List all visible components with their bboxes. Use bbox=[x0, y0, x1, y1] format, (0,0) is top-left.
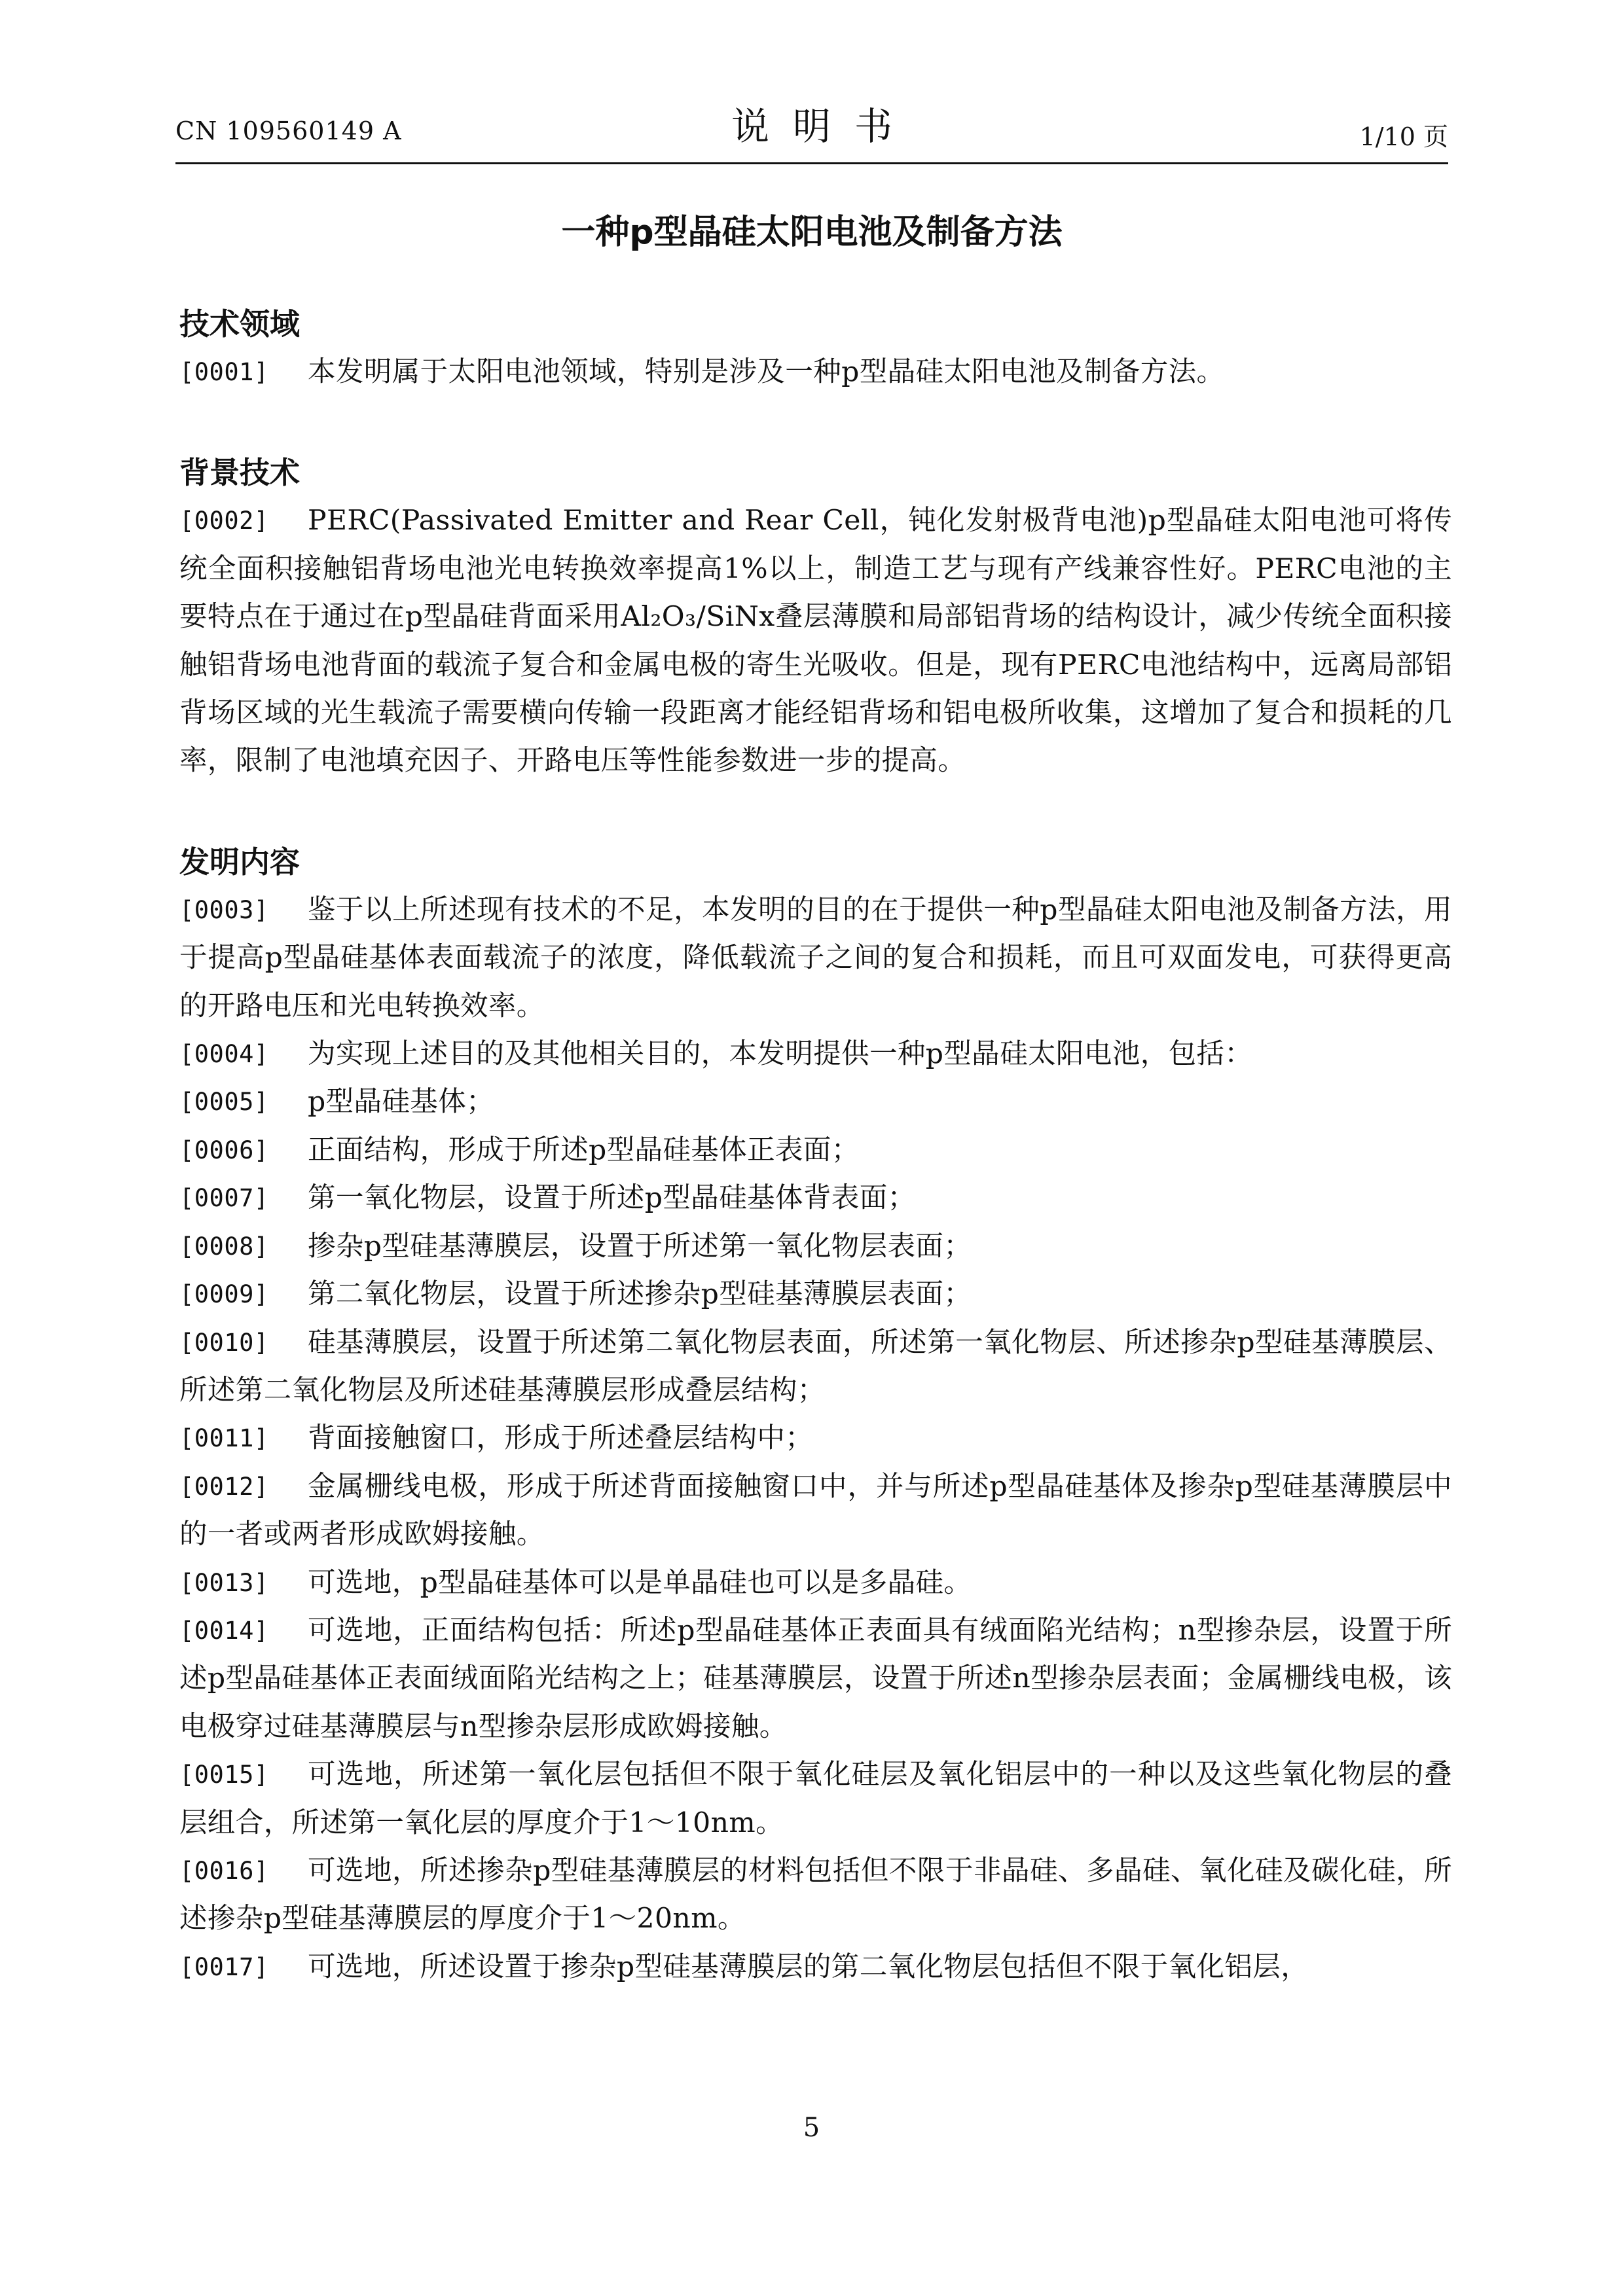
paragraph bbox=[179, 348, 1452, 396]
invention-title: 一种p型晶硅太阳电池及制备方法 bbox=[561, 213, 1063, 252]
paragraph bbox=[179, 1943, 1452, 1991]
paragraph bbox=[179, 1126, 1452, 1174]
paragraph bbox=[179, 1319, 1452, 1415]
paragraph-text: 可选地，所述设置于掺杂p型硅基薄膜层的第二氧化物层包括但不限于氧化铝层， bbox=[308, 1950, 1309, 1983]
paragraph bbox=[179, 1607, 1452, 1751]
paragraph bbox=[179, 1078, 1452, 1126]
section-background-art bbox=[179, 448, 1452, 785]
paragraph-number: [0006] bbox=[179, 1136, 269, 1164]
paragraph bbox=[179, 1223, 1452, 1270]
paragraph-number: [0007] bbox=[179, 1184, 269, 1213]
paragraph bbox=[179, 1174, 1452, 1222]
paragraph-number: [0008] bbox=[179, 1232, 269, 1261]
paragraph-text: 背面接触窗口，形成于所述叠层结构中； bbox=[308, 1422, 814, 1455]
paragraph-text: 正面结构，形成于所述p型晶硅基体正表面； bbox=[308, 1134, 860, 1166]
paragraph-number: [0009] bbox=[179, 1280, 269, 1309]
paragraph-number: [0016] bbox=[179, 1856, 269, 1885]
paragraph-text: 鉴于以上所述现有技术的不足，本发明的目的在于提供一种p型晶硅太阳电池及制备方法，用于提高p型晶硅基体表面载流子的浓度，降低载流子之间的复合和损耗，而且可双面发电，可获得更高的开路电压和光电转换效率。 bbox=[179, 893, 1452, 1022]
paragraph-text: 金属栅线电极，形成于所述背面接触窗口中，并与所述p型晶硅基体及掺杂p型硅基薄膜层中的一者或两者形成欧姆接触。 bbox=[179, 1470, 1452, 1551]
section-summary bbox=[179, 838, 1452, 1991]
paragraph-number: [0015] bbox=[179, 1761, 269, 1789]
paragraph-text: 可选地，正面结构包括：所述p型晶硅基体正表面具有绒面陷光结构；n型掺杂层，设置于所述p型晶硅基体正表面绒面陷光结构之上；硅基薄膜层，设置于所述n型掺杂层表面；金属栅线电极，该电极穿过硅基薄膜层与n型掺杂层形成欧姆接触。 bbox=[179, 1614, 1452, 1743]
paragraph-number: [0014] bbox=[179, 1616, 269, 1645]
paragraph bbox=[179, 1463, 1452, 1559]
paragraph-text: 掺杂p型硅基薄膜层，设置于所述第一氧化物层表面； bbox=[308, 1230, 972, 1263]
page-header bbox=[175, 92, 1448, 164]
publication-number: CN 109560149 A bbox=[175, 117, 402, 145]
section-heading: 发明内容 bbox=[179, 844, 300, 880]
paragraph-text: 硅基薄膜层，设置于所述第二氧化物层表面，所述第一氧化物层、所述掺杂p型硅基薄膜层、所述第二氧化物层及所述硅基薄膜层形成叠层结构； bbox=[179, 1326, 1452, 1407]
paragraph-number: [0003] bbox=[179, 895, 269, 924]
paragraph-text: 为实现上述目的及其他相关目的，本发明提供一种p型晶硅太阳电池，包括： bbox=[308, 1038, 1253, 1071]
page-number: 5 bbox=[803, 2113, 820, 2143]
paragraph bbox=[179, 1414, 1452, 1462]
paragraph-number: [0011] bbox=[179, 1424, 269, 1453]
paragraph-text: 第一氧化物层，设置于所述p型晶硅基体背表面； bbox=[308, 1182, 916, 1215]
header-divider bbox=[175, 162, 1448, 164]
paragraph-number: [0004] bbox=[179, 1040, 269, 1069]
paragraph bbox=[179, 886, 1452, 1030]
paragraph-text: 可选地，p型晶硅基体可以是单晶硅也可以是多晶硅。 bbox=[308, 1566, 972, 1599]
paragraph bbox=[179, 1559, 1452, 1607]
paragraph bbox=[179, 1847, 1452, 1943]
paragraph-text: 第二氧化物层，设置于所述掺杂p型硅基薄膜层表面； bbox=[308, 1278, 972, 1311]
paragraph-number: [0001] bbox=[179, 358, 269, 386]
paragraph-number: [0017] bbox=[179, 1952, 269, 1981]
section-heading: 背景技术 bbox=[179, 455, 300, 491]
paragraph-number: [0002] bbox=[179, 507, 269, 535]
paragraph-number: [0010] bbox=[179, 1328, 269, 1357]
paragraph-number: [0012] bbox=[179, 1472, 269, 1501]
paragraph bbox=[179, 1751, 1452, 1847]
paragraph bbox=[179, 1270, 1452, 1318]
paragraph-text: p型晶硅基体； bbox=[308, 1086, 495, 1119]
page-indicator: 1/10 页 bbox=[1359, 122, 1448, 151]
paragraph bbox=[179, 1030, 1452, 1078]
paragraph bbox=[179, 497, 1452, 785]
paragraph-number: [0013] bbox=[179, 1568, 269, 1597]
paragraph-number: [0005] bbox=[179, 1088, 269, 1117]
document-type-title: 说明书 bbox=[731, 104, 916, 149]
paragraph-text: PERC(Passivated Emitter and Rear Cell，钝化发射极背电池)p型晶硅太阳电池可将传统全面积接触铝背场电池光电转换效率提高1%以上，制造工艺与现有产线兼容性好。PERC电池的主要特点在于通过在p型晶硅背面采用Al₂O₃/SiNx叠层薄膜和局部铝背场的结构设计，减少传统全面积接触铝背场电池背面的载流子复合和金属电极的寄生光吸收。但是，现有PERC电池结构中，远离局部铝背场区域的光生载流子需要横向传输一段距离才能经铝背场和铝电极所收集，这增加了复合和损耗的几率，限制了电池填充因子、开路电压等性能参数进一步的提高。 bbox=[179, 505, 1452, 778]
document-body bbox=[179, 300, 1452, 1991]
paragraph-text: 本发明属于太阳电池领域，特别是涉及一种p型晶硅太阳电池及制备方法。 bbox=[308, 356, 1225, 388]
paragraph-text: 可选地，所述第一氧化层包括但不限于氧化硅层及氧化铝层中的一种以及这些氧化物层的叠层组合，所述第一氧化层的厚度介于1～10nm。 bbox=[179, 1759, 1452, 1839]
section-technical-field bbox=[179, 300, 1452, 396]
section-heading: 技术领域 bbox=[179, 306, 300, 342]
paragraph-text: 可选地，所述掺杂p型硅基薄膜层的材料包括但不限于非晶硅、多晶硅、氧化硅及碳化硅，所述掺杂p型硅基薄膜层的厚度介于1～20nm。 bbox=[179, 1854, 1452, 1935]
